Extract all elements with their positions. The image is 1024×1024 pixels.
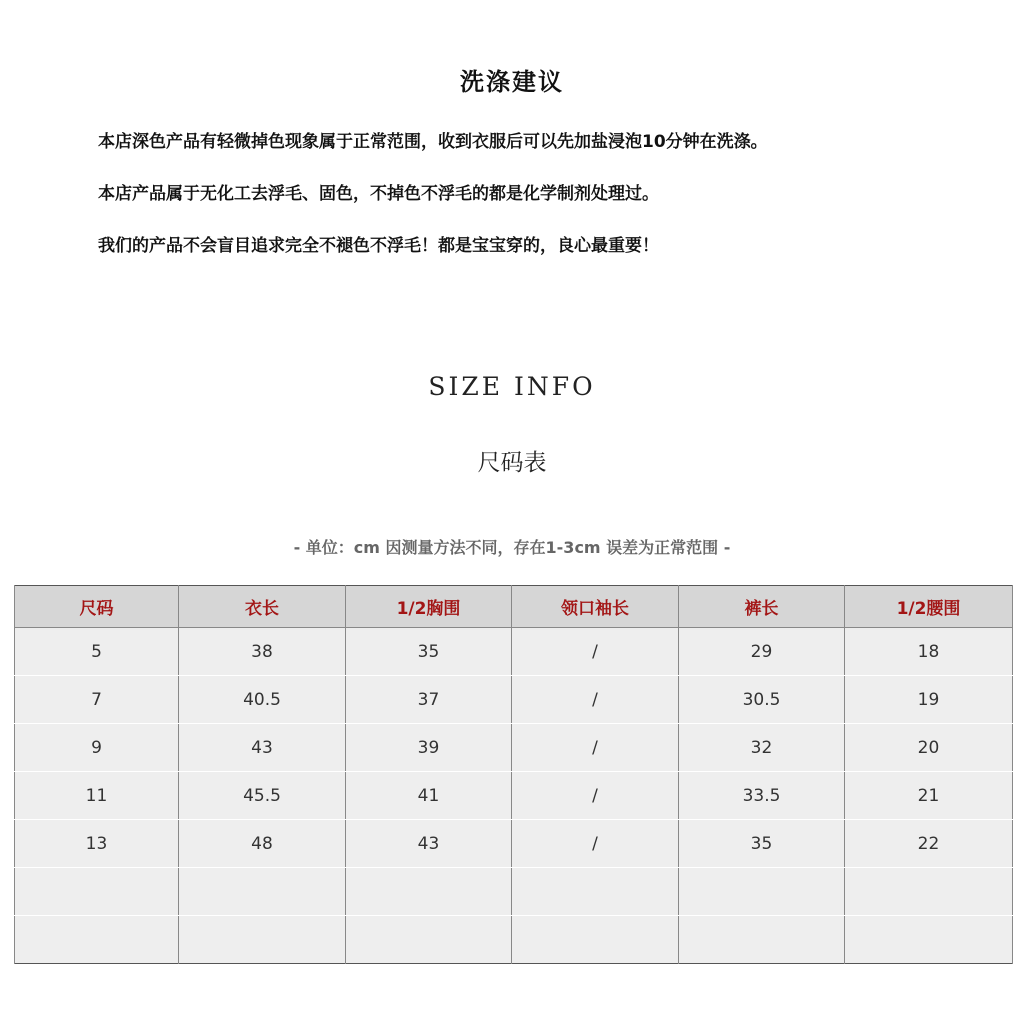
table-cell (346, 868, 512, 916)
table-row (15, 628, 1013, 676)
table-cell: 35 (679, 820, 845, 868)
column-header-length: 衣长 (179, 586, 346, 628)
size-table (14, 585, 1013, 964)
table-row (15, 724, 1013, 772)
table-cell: 18 (845, 628, 1013, 676)
wash-advice-line: 本店产品属于无化工去浮毛、固色，不掉色不浮毛的都是化学制剂处理过。 (98, 184, 659, 204)
table-cell: 32 (679, 724, 845, 772)
table-cell: 29 (679, 628, 845, 676)
table-cell: 37 (346, 676, 512, 724)
table-cell (845, 916, 1013, 964)
table-cell: 45.5 (179, 772, 346, 820)
table-cell: 43 (346, 820, 512, 868)
table-cell: 20 (845, 724, 1013, 772)
size-info-heading: SIZE INFO (428, 372, 596, 401)
column-header-half-chest: 1/2胸围 (346, 586, 512, 628)
table-cell: 5 (15, 628, 179, 676)
table-cell: 35 (346, 628, 512, 676)
column-header-half-waist: 1/2腰围 (845, 586, 1013, 628)
table-cell: 13 (15, 820, 179, 868)
table-cell: 19 (845, 676, 1013, 724)
table-cell: / (512, 724, 679, 772)
table-cell (179, 868, 346, 916)
table-cell (179, 916, 346, 964)
table-cell: 30.5 (679, 676, 845, 724)
size-chart-subheading: 尺码表 (477, 450, 547, 476)
table-cell: 41 (346, 772, 512, 820)
column-header-size: 尺码 (15, 586, 179, 628)
table-cell (512, 916, 679, 964)
table-row-empty (15, 916, 1013, 964)
wash-advice-line: 我们的产品不会盲目追求完全不褪色不浮毛！都是宝宝穿的，良心最重要！ (98, 236, 659, 256)
column-header-pants-length: 裤长 (679, 586, 845, 628)
table-cell: 48 (179, 820, 346, 868)
table-cell (679, 916, 845, 964)
table-cell (15, 868, 179, 916)
table-row-empty (15, 868, 1013, 916)
wash-advice-title: 洗涤建议 (460, 68, 564, 96)
table-cell: / (512, 628, 679, 676)
table-cell: 39 (346, 724, 512, 772)
table-row (15, 676, 1013, 724)
table-cell: 38 (179, 628, 346, 676)
unit-note: - 单位：cm 因测量方法不同，存在1-3cm 误差为正常范围 - (293, 538, 731, 557)
table-cell: 22 (845, 820, 1013, 868)
table-cell: 33.5 (679, 772, 845, 820)
table-cell: / (512, 676, 679, 724)
table-cell (346, 916, 512, 964)
table-cell: 43 (179, 724, 346, 772)
table-cell: 7 (15, 676, 179, 724)
table-cell: 21 (845, 772, 1013, 820)
table-row (15, 772, 1013, 820)
wash-advice-line: 本店深色产品有轻微掉色现象属于正常范围，收到衣服后可以先加盐浸泡10分钟在洗涤。 (98, 132, 768, 152)
table-row (15, 820, 1013, 868)
table-cell (512, 868, 679, 916)
table-cell (845, 868, 1013, 916)
table-cell: / (512, 820, 679, 868)
table-cell (679, 868, 845, 916)
table-header-row (15, 586, 1013, 628)
table-cell: 40.5 (179, 676, 346, 724)
table-cell: 11 (15, 772, 179, 820)
table-cell: / (512, 772, 679, 820)
table-cell: 9 (15, 724, 179, 772)
column-header-collar-sleeve: 领口袖长 (512, 586, 679, 628)
table-cell (15, 916, 179, 964)
